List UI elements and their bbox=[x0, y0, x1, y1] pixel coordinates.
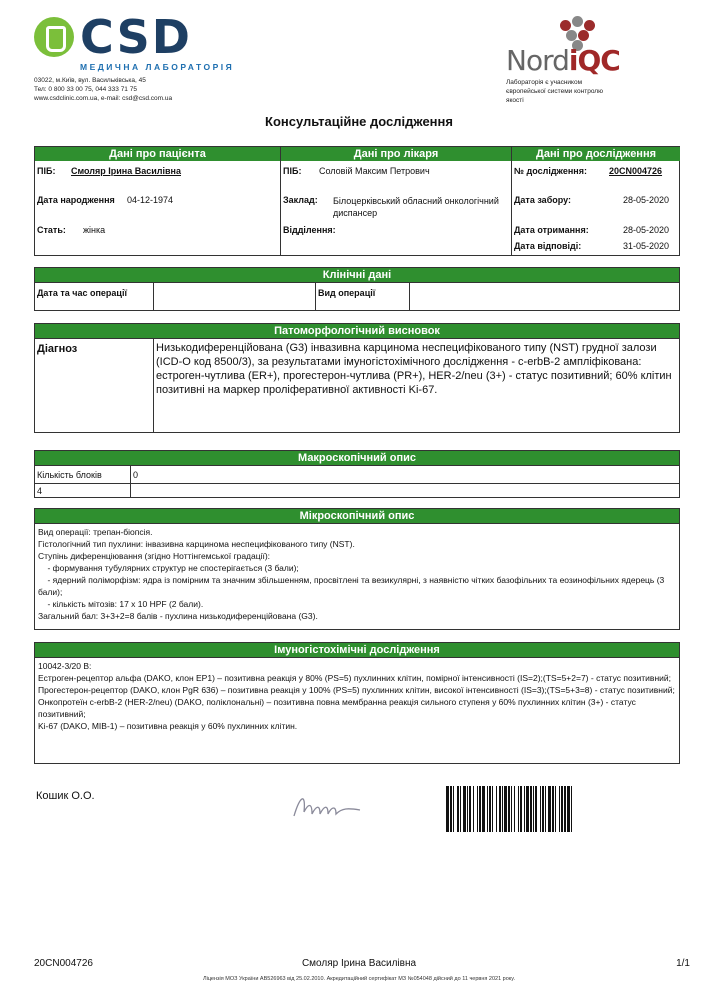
doctor-department-label: Відділення: bbox=[283, 225, 336, 235]
micro-line: Вид операції: трепан-біопсія. bbox=[38, 527, 153, 537]
diagnosis-label: Діагноз bbox=[37, 343, 78, 355]
ihc-line: Ki-67 (DAKO, MIB-1) – позитивна реакція у 60% пухлинних клітин. bbox=[38, 721, 298, 731]
patient-dob: 04-12-1974 bbox=[127, 195, 174, 205]
micro-line: Гістологічний тип пухлини: інвазивна карцинома неспецифікованого типу (NST). bbox=[38, 539, 355, 549]
blocks-count-label: Кількість блоків bbox=[37, 470, 102, 480]
study-section-header: Дані про дослідження bbox=[512, 147, 680, 161]
pathology-section-header: Патоморфологічний висновок bbox=[35, 324, 679, 338]
diagnosis-text: Низькодиференційована (G3) інвазивна карцинома неспецифікованого типу (NST) грудної залози (ICD-O код 8500/3), за результатами імуногістохімічного дослідження - c-erbB-2 ампліфікована: естроген-чутлива (ER+), прогестерон-чутлива (PR+), HER-2/neu (3+) - статус позитивний; 60% клітин позитивні на маркер проліферативної активності Ki-67. bbox=[156, 342, 672, 396]
operation-type-label: Вид операції bbox=[318, 288, 376, 298]
pathology-section bbox=[34, 323, 680, 433]
footer-page-number: 1/1 bbox=[676, 958, 690, 969]
doctor-institution: Білоцерківський обласний онкологічний диспансер bbox=[333, 196, 499, 218]
signature-image bbox=[290, 786, 370, 826]
doctor-institution-label: Заклад: bbox=[283, 195, 318, 205]
micro-line: - ядерний поліморфізм: ядра із помірним та значним збільшенням, просвітлені та везикулярні, з наявністю чітких базофільних та еозинофільних ядерець (3 бали); bbox=[38, 575, 667, 597]
barcode-image bbox=[446, 786, 574, 832]
received-label: Дата отримання: bbox=[514, 225, 589, 235]
micro-line: - кількість мітозів: 17 х 10 HPF (2 бали). bbox=[38, 599, 204, 609]
study-number-label: № дослідження: bbox=[514, 166, 587, 176]
patient-name: Смоляр Ірина Василівна bbox=[71, 166, 181, 176]
doctor-section-header: Дані про лікаря bbox=[281, 147, 511, 161]
patient-sex-label: Стать: bbox=[37, 225, 66, 235]
answered-date: 31-05-2020 bbox=[623, 241, 670, 251]
footer-license: Ліцензія МОЗ України АВ526963 від 25.02.2010. Акредитаційний сертифікат МЗ №054048 дійсний до 11 червня 2021 року. bbox=[203, 976, 515, 982]
patient-name-label: ПІБ: bbox=[37, 166, 56, 176]
partner-name: NordiQC bbox=[506, 44, 620, 77]
study-number: 20CN004726 bbox=[609, 166, 663, 176]
blocks-count-value: 0 bbox=[133, 470, 139, 480]
signer-name: Кошик О.О. bbox=[36, 790, 95, 802]
ihc-section bbox=[34, 642, 680, 764]
partner-note: Лабораторія є учасником європейської системи контролю якості bbox=[506, 79, 603, 104]
lab-logo bbox=[34, 10, 192, 64]
footer-study-id: 20CN004726 bbox=[34, 958, 93, 969]
answered-label: Дата відповіді: bbox=[514, 241, 582, 251]
micro-line: Ступінь диференціювання (згідно Ноттінгемської градації): bbox=[38, 551, 271, 561]
ihc-section-header: Імуногістохімічні дослідження bbox=[35, 643, 679, 657]
doctor-name-label: ПІБ: bbox=[283, 166, 302, 176]
micro-section-header: Мікроскопічний опис bbox=[35, 509, 679, 523]
document-title: Консультаційне дослідження bbox=[265, 114, 453, 129]
footer-patient-name: Смоляр Ірина Василівна bbox=[301, 958, 417, 969]
doctor-name: Соловій Максим Петрович bbox=[319, 166, 430, 176]
ihc-line: Прогестерон-рецептор (DAKO, клон PgR 636) – позитивна реакція у 100% (PS=5) пухлинних клітин, високої інтенсивності (IS=3);(TS=5+3=8) - статус позитивний; bbox=[38, 685, 675, 695]
clinical-section bbox=[34, 267, 680, 311]
macro-section-header: Макроскопічний опис bbox=[35, 451, 679, 465]
micro-line: - формування тубулярних структур не спостерігається (3 бали); bbox=[38, 563, 299, 573]
patient-section-header: Дані про пацієнта bbox=[35, 147, 280, 161]
ihc-line: Онкопротеїн c-erbB-2 (HER-2/neu) (DAKO, поліклональні) – позитивна повна мембранна реакція сильного ступеня у 60% пухлинних клітин (3+) - статус позитивний; bbox=[38, 697, 636, 719]
ihc-text bbox=[35, 658, 679, 734]
patient-dob-label: Дата народження bbox=[37, 195, 115, 205]
info-table bbox=[34, 146, 680, 256]
letterhead bbox=[34, 10, 694, 124]
nordiqc-logo bbox=[506, 16, 636, 106]
macro-section bbox=[34, 450, 680, 498]
blocks-row-value: 4 bbox=[37, 486, 43, 496]
micro-section bbox=[34, 508, 680, 630]
operation-date-label: Дата та час операції bbox=[37, 288, 127, 298]
lab-subtitle: МЕДИЧНА ЛАБОРАТОРІЯ bbox=[80, 62, 235, 72]
lab-name: CSD bbox=[80, 10, 192, 64]
micro-text bbox=[35, 524, 675, 624]
collected-label: Дата забору: bbox=[514, 195, 572, 205]
ihc-line: Естроген-рецептор альфа (DAKO, клон EP1) – позитивна реакція у 80% (PS=5) пухлинних клітин, помірної інтенсивності (IS=2);(TS=5+2=7) - статус позитивний; bbox=[38, 673, 671, 683]
patient-sex: жінка bbox=[83, 225, 106, 235]
micro-line: Загальний бал: 3+3+2=8 балів - пухлина низькодиференційована (G3). bbox=[38, 611, 318, 621]
collected-date: 28-05-2020 bbox=[623, 195, 670, 205]
ihc-line: 10042-3/20 B: bbox=[38, 661, 92, 671]
microscope-icon bbox=[34, 17, 74, 57]
received-date: 28-05-2020 bbox=[623, 225, 670, 235]
clinical-section-header: Клінічні дані bbox=[35, 268, 679, 282]
lab-address: 03022, м.Київ, вул. Васильківська, 45 Тел: 0 800 33 00 75, 044 333 71 75 www.csdclinic.com.ua, e-mail: csd@csd.com.ua bbox=[34, 77, 173, 102]
